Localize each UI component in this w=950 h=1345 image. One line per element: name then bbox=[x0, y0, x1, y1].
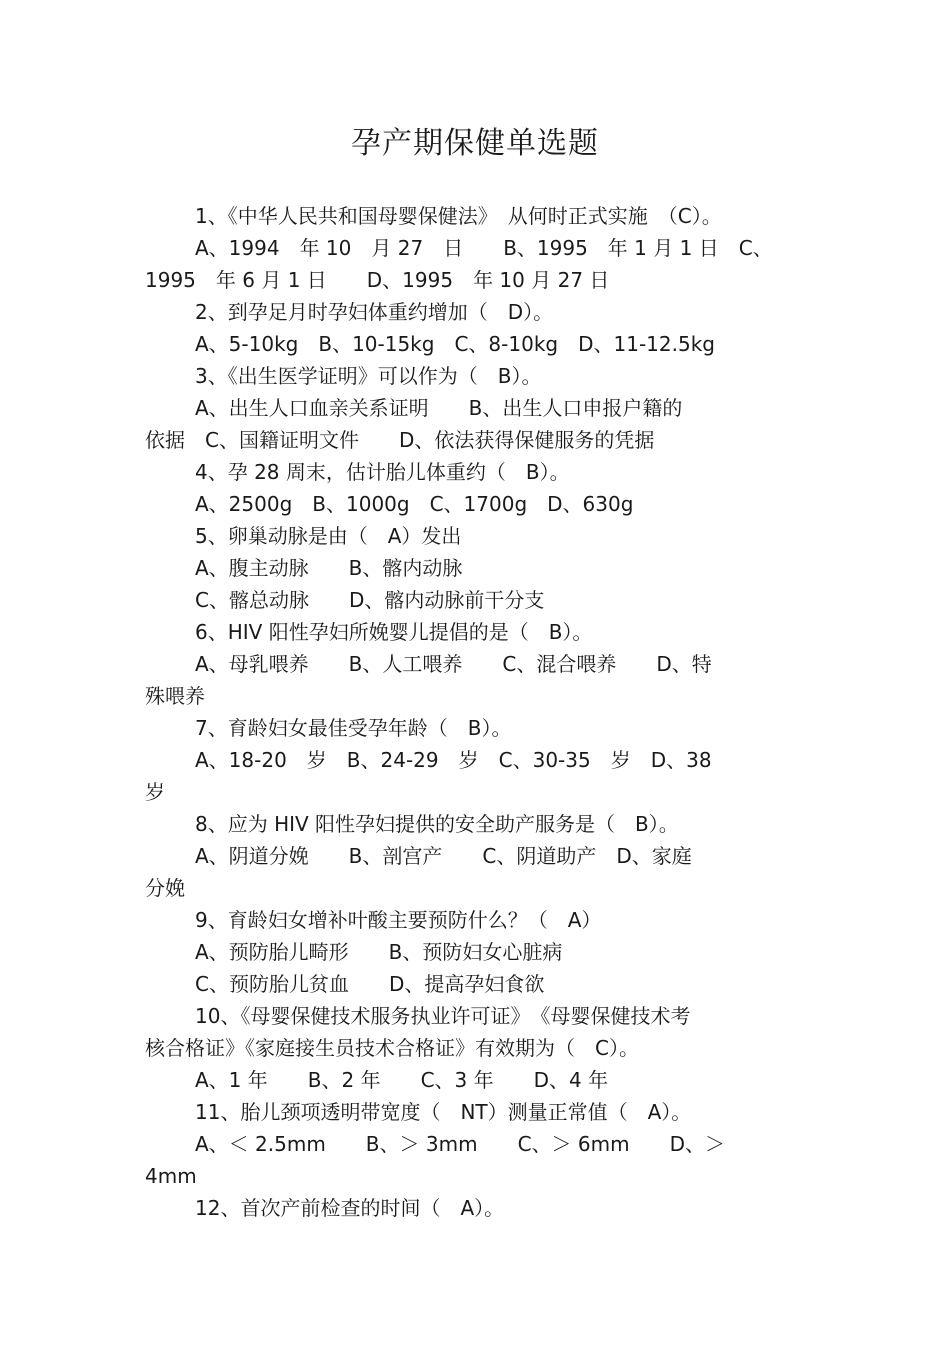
text-line: 6、HIV 阳性孕妇所娩婴儿提倡的是（ B）。 bbox=[195, 620, 593, 644]
text-line: 4mm bbox=[145, 1164, 197, 1188]
text-line: C、预防胎儿贫血 D、提高孕妇食欲 bbox=[195, 972, 545, 996]
text-line: 4、孕 28 周末，估计胎儿体重约（ B）。 bbox=[195, 460, 570, 484]
text-line: 分娩 bbox=[145, 876, 185, 900]
text-line: 殊喂养 bbox=[145, 684, 205, 708]
text-line: 1995 年 6 月 1 日 D、1995 年 10 月 27 日 bbox=[145, 268, 610, 292]
text-line: 依据 C、国籍证明文件 D、依法获得保健服务的凭据 bbox=[145, 428, 655, 452]
text-line: A、1994 年 10 月 27 日 B、1995 年 1 月 1 日 C、 bbox=[195, 236, 773, 260]
text-line: 12、首次产前检查的时间（ A）。 bbox=[195, 1196, 505, 1220]
text-line: A、腹主动脉 B、髂内动脉 bbox=[195, 556, 463, 580]
page-title: 孕产期保健单选题 bbox=[351, 126, 599, 161]
text-line: 核合格证》《家庭接生员技术合格证》有效期为（ C）。 bbox=[145, 1036, 639, 1060]
text-line: A、1 年 B、2 年 C、3 年 D、4 年 bbox=[195, 1068, 609, 1092]
text-line: 1、《中华人民共和国母婴保健法》 从何时正式实施 （C）。 bbox=[195, 204, 722, 228]
text-line: 3、《出生医学证明》可以作为（ B）。 bbox=[195, 364, 542, 388]
text-line: A、母乳喂养 B、人工喂养 C、混合喂养 D、特 bbox=[195, 652, 712, 676]
text-line: 2、到孕足月时孕妇体重约增加（ D）。 bbox=[195, 300, 554, 324]
text-line: 9、育龄妇女增补叶酸主要预防什么？（ A） bbox=[195, 908, 602, 932]
text-line: 11、胎儿颈项透明带宽度（ NT）测量正常值（ A）。 bbox=[195, 1100, 692, 1124]
text-line: A、＜ 2.5mm B、＞ 3mm C、＞ 6mm D、＞ bbox=[195, 1132, 725, 1156]
text-line: A、18-20 岁 B、24-29 岁 C、30-35 岁 D、38 bbox=[195, 748, 712, 772]
text-line: C、髂总动脉 D、髂内动脉前干分支 bbox=[195, 588, 545, 612]
text-line: A、出生人口血亲关系证明 B、出生人口申报户籍的 bbox=[195, 396, 683, 420]
text-line: A、预防胎儿畸形 B、预防妇女心脏病 bbox=[195, 940, 563, 964]
question-list bbox=[145, 200, 810, 1224]
text-line: 5、卵巢动脉是由（ A）发出 bbox=[195, 524, 462, 548]
text-line: 岁 bbox=[145, 780, 165, 804]
text-line: A、5-10kg B、10-15kg C、8-10kg D、11-12.5kg bbox=[195, 332, 715, 356]
text-line: A、2500g B、1000g C、1700g D、630g bbox=[195, 492, 634, 516]
text-line: A、阴道分娩 B、剖宫产 C、阴道助产 D、家庭 bbox=[195, 844, 692, 868]
text-line: 8、应为 HIV 阳性孕妇提供的安全助产服务是（ B）。 bbox=[195, 812, 679, 836]
text-line: 7、育龄妇女最佳受孕年龄（ B）。 bbox=[195, 716, 512, 740]
text-line: 10、《母婴保健技术服务执业许可证》 《母婴保健技术考 bbox=[195, 1004, 691, 1028]
